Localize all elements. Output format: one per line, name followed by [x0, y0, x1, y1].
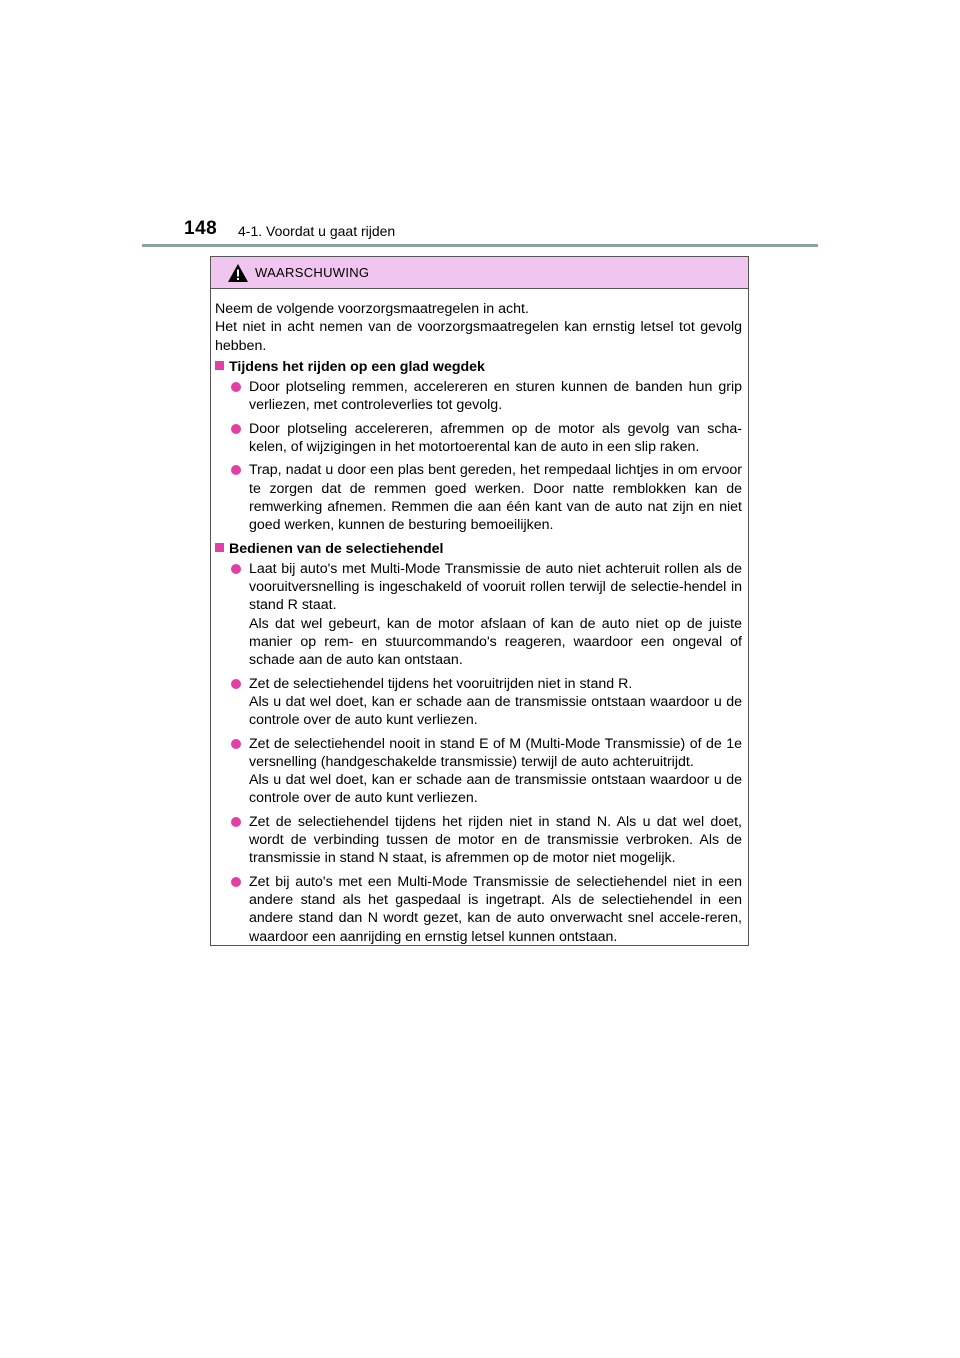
- bullet-list: [215, 378, 742, 534]
- warning-sections: [215, 358, 742, 946]
- round-bullet-icon: [231, 465, 241, 475]
- bullet-paragraph: Als u dat wel doet, kan er schade aan de transmissie ontstaan waardoor u de controle over de auto kunt verliezen.: [249, 772, 742, 807]
- bullet-item: [231, 813, 742, 868]
- section-heading: [215, 358, 742, 376]
- warning-box: [210, 256, 749, 946]
- bullet-text: [249, 735, 742, 808]
- bullet-text: [249, 461, 742, 534]
- bullet-paragraph: Laat bij auto's met Multi-Mode Transmissie de auto niet achteruit rollen als de vooruitversnelling is ingeschakeld of vooruit rollen terwijl de selectie-hendel in stand R staat.: [249, 560, 742, 614]
- bullet-paragraph: Zet de selectiehendel tijdens het vooruitrijden niet in stand R.: [249, 675, 633, 692]
- warning-body: [211, 289, 748, 946]
- bullet-text: [249, 560, 742, 670]
- round-bullet-icon: [231, 382, 241, 392]
- intro-line: Neem de volgende voorzorgsmaatregelen in acht.: [215, 301, 529, 317]
- bullet-text: [249, 675, 742, 730]
- section-heading-text: Bedienen van de selectiehendel: [229, 540, 444, 557]
- round-bullet-icon: [231, 877, 241, 887]
- bullet-item: [231, 735, 742, 808]
- square-bullet-icon: [215, 543, 224, 552]
- warning-intro: [215, 300, 742, 355]
- bullet-paragraph: Zet de selectiehendel tijdens het rijden niet in stand N. Als u dat wel doet, wordt de verbinding tussen de motor en de transmissie verbroken. Als de transmissie in stand N staat, is afremmen op de motor niet mogelijk.: [249, 813, 742, 867]
- round-bullet-icon: [231, 564, 241, 574]
- intro-line: Het niet in acht nemen van de voorzorgsmaatregelen kan ernstig letsel tot gevolg hebben.: [215, 319, 742, 354]
- bullet-paragraph: Zet de selectiehendel nooit in stand E of M (Multi-Mode Transmissie) of de 1e versnelling (handgeschakelde transmissie) terwijl de auto achteruitrijdt.: [249, 735, 742, 770]
- bullet-item: [231, 461, 742, 534]
- square-bullet-icon: [215, 361, 224, 370]
- bullet-item: [231, 378, 742, 415]
- bullet-paragraph: Als u dat wel doet, kan er schade aan de transmissie ontstaan waardoor u de controle over de auto kunt verliezen.: [249, 693, 742, 729]
- bullet-paragraph: Door plotseling remmen, accelereren en sturen kunnen de banden hun grip verliezen, met controleverlies tot gevolg.: [249, 379, 742, 414]
- bullet-paragraph: Trap, nadat u door een plas bent gereden, het rempedaal lichtjes in om ervoor te zorgen dat de remmen goed werken. Door natte remblokken kan de remwerking afnemen. Remmen die aan één kant van de auto nat zijn en niet goed werken, kunnen de besturing bemoeilijken.: [249, 462, 742, 534]
- page-header: [0, 214, 960, 250]
- section-title: 4-1. Voordat u gaat rijden: [238, 223, 396, 239]
- section-heading-text: Tijdens het rijden op een glad wegdek: [229, 358, 485, 375]
- header-divider: [142, 244, 818, 247]
- bullet-text: [249, 813, 742, 868]
- warning-title: WAARSCHUWING: [255, 265, 370, 280]
- bullet-paragraph: Door plotseling accelereren, afremmen op de motor als gevolg van scha-kelen, of wijzigingen in het motortoerental kan de auto in een slip raken.: [249, 420, 742, 456]
- bullet-item: [231, 675, 742, 730]
- bullet-list: [215, 560, 742, 946]
- warning-header: [211, 257, 748, 289]
- page-number: 148: [184, 218, 218, 239]
- bullet-paragraph: Zet bij auto's met een Multi-Mode Transmissie de selectiehendel niet in een andere stand als het gaspedaal is ingetrapt. Als de selectiehendel in een andere stand dan N wordt gezet, kan de auto onverwacht snel accele-reren, waardoor een aanrijding en ernstig letsel kunnen ontstaan.: [249, 873, 742, 945]
- round-bullet-icon: [231, 739, 241, 749]
- bullet-text: [249, 873, 742, 946]
- bullet-item: [231, 873, 742, 946]
- bullet-text: [249, 420, 742, 457]
- round-bullet-icon: [231, 679, 241, 689]
- bullet-paragraph: Als dat wel gebeurt, kan de motor afslaan of kan de auto niet op de juiste manier op rem- en stuurcommando's reageren, waardoor een ongeval of schade aan de auto kan ontstaan.: [249, 615, 742, 669]
- bullet-item: [231, 420, 742, 457]
- round-bullet-icon: [231, 817, 241, 827]
- round-bullet-icon: [231, 424, 241, 434]
- warning-triangle-icon: [227, 263, 249, 283]
- bullet-text: [249, 378, 742, 415]
- bullet-item: [231, 560, 742, 670]
- section-heading: [215, 540, 742, 558]
